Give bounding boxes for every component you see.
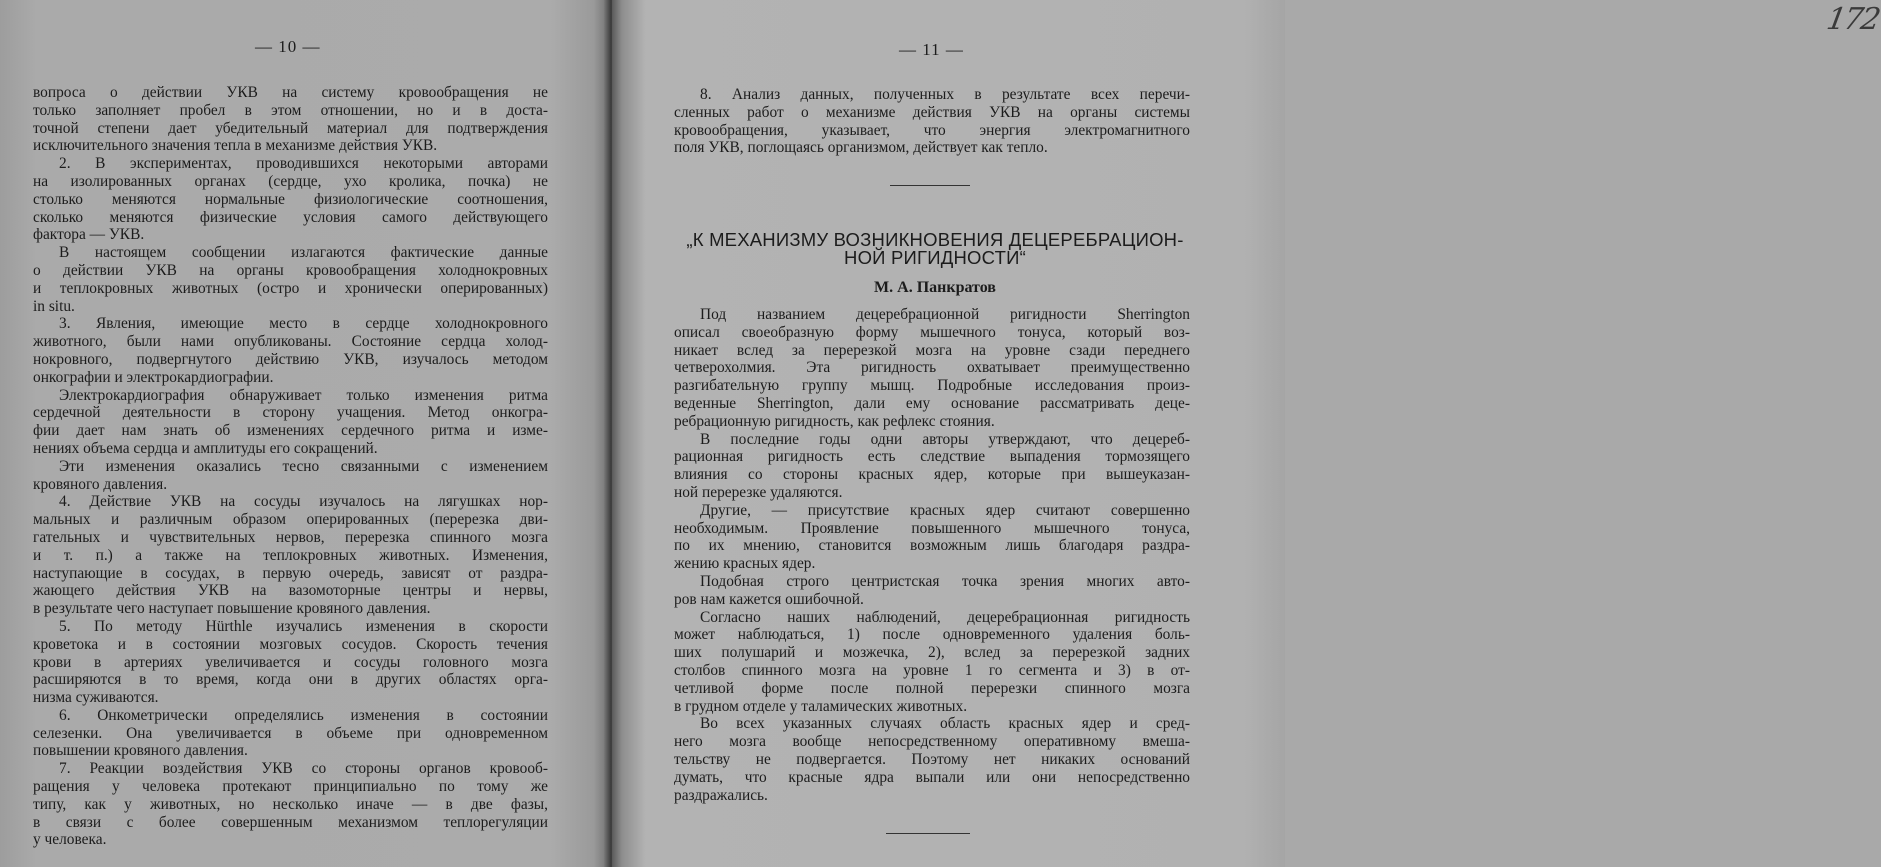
text-line: мальных и различным образом оперированных (перерезка дви- xyxy=(33,511,548,529)
paragraph xyxy=(674,306,1190,431)
text-line: наступающие в сосудах, в первую очередь, зависят от раздра- xyxy=(33,564,548,582)
article-title-line: НОЙ РИГИДНОСТИ“ xyxy=(844,247,1026,268)
text-line: гательных и чувствительных нервов, перерезка спинного мозга xyxy=(33,528,548,546)
text-line: жающего действия УКВ на вазомоторные центры и нервы, xyxy=(33,582,548,600)
paragraph xyxy=(33,493,548,618)
text-line: ших полушарий и мозжечка, 2), вслед за перерезкой задних xyxy=(674,644,1190,662)
text-line: тельству не подвергается. Поэтому нет никаких оснований xyxy=(674,750,1190,768)
text-line: по их мнению, становится возможным лишь благодаря раздра- xyxy=(674,537,1190,555)
article-title xyxy=(670,231,1200,267)
text-line: кроветока и в состоянии мозговых сосудов. Скорость течения xyxy=(33,635,548,653)
text-line: у человека. xyxy=(33,831,107,849)
text-line: 2. В экспериментах, проводившихся некоторыми авторами xyxy=(59,155,548,173)
text-line: может наблюдаться, 1) после одновременного удаления боль- xyxy=(674,626,1190,644)
text-line: ной перерезке удаляются. xyxy=(674,483,843,501)
text-line: в результате чего наступает повышение кровяного давления. xyxy=(33,600,431,618)
text-line: столбов спинного мозга на уровне 1 го сегмента и 3) в от- xyxy=(674,661,1190,679)
text-line: Другие, — присутствие красных ядер считают совершенно xyxy=(700,501,1190,519)
handwritten-archive-number: 172 xyxy=(1823,2,1881,37)
text-line: сленных работ о механизме действия УКВ на органы системы xyxy=(674,103,1190,121)
article-title-line: „К МЕХАНИЗМУ ВОЗНИКНОВЕНИЯ ДЕЦЕРЕБРАЦИОН- xyxy=(686,229,1184,250)
text-line: сердечной деятельности в сторону учащения. Метод онкогра- xyxy=(33,404,548,422)
paragraph xyxy=(33,155,548,244)
text-line: Под названием децеребрационной ригидности Sherrington xyxy=(700,306,1190,323)
text-line: в связи с более совершенным механизмом теплорегуляции xyxy=(33,813,548,831)
text-line: 5. По методу Hürthle изучались изменения в скорости xyxy=(59,617,548,635)
text-line: веденные Sherrington, дали ему основание рассматривать деце- xyxy=(674,394,1190,412)
text-line: ров нам кажется ошибочной. xyxy=(674,590,864,608)
text-line: о действии УКВ на органы кровообращения холоднокровных xyxy=(33,261,548,279)
paragraph xyxy=(674,609,1190,716)
left-page xyxy=(0,0,612,867)
end-divider xyxy=(886,833,970,834)
text-line: кровообращения, указывает, что энергия электромагнитного xyxy=(674,121,1190,139)
text-line: крови в артериях увеличивается и сосуды головного мозга xyxy=(33,653,548,671)
paragraph xyxy=(33,315,548,386)
text-line: В настоящем сообщении излагаются фактические данные xyxy=(59,244,548,262)
text-line: ребрационную ригидность, как рефлекс стояния. xyxy=(674,412,995,430)
text-line: Во всех указанных случаях область красных ядер и сред- xyxy=(700,715,1190,733)
text-line: ращения у человека протекают принципиально по тому же xyxy=(33,778,548,796)
text-line: четливой форме после полной перерезки спинного мозга xyxy=(674,679,1190,697)
text-line: раздражались. xyxy=(674,786,768,804)
text-line: Эти изменения оказались тесно связанными с изменением xyxy=(59,457,548,475)
text-line: расширяются в то время, когда они в других областях орга- xyxy=(33,671,548,689)
paragraph xyxy=(674,573,1190,609)
text-line: нокровного, подвергнутого действию УКВ, изучалось методом xyxy=(33,350,548,368)
section-divider xyxy=(890,185,970,186)
text-line: типу, как у животных, но несколько иначе — в две фазы, xyxy=(33,795,548,813)
paragraph xyxy=(33,618,548,707)
paragraph xyxy=(674,502,1190,573)
paragraph xyxy=(33,760,548,849)
text-line: него мозга вообще непосредственному оперативному вмеша- xyxy=(674,733,1190,751)
text-line: на изолированных органах (сердце, ухо кролика, почка) не xyxy=(33,172,548,190)
text-line: столько меняются нормальные физиологические соотношения, xyxy=(33,190,548,208)
text-line: жению красных ядер. xyxy=(674,555,816,573)
text-line: влияния со стороны красных ядер, которые при вышеуказан- xyxy=(674,466,1190,484)
text-line: Согласно наших наблюдений, децеребрационная ригидность xyxy=(700,608,1190,626)
text-line: фактора — УКВ. xyxy=(33,226,145,244)
text-line: исключительного значения тепла в механизме действия УКВ. xyxy=(33,137,438,155)
text-line: 7. Реакции воздействия УКВ со стороны органов кровооб- xyxy=(59,760,548,778)
text-line: рационная ригидность есть следствие выпадения тормозящего xyxy=(674,448,1190,466)
text-line: фии дает нам знать об изменениях сердечного ритма и изме- xyxy=(33,422,548,440)
text-line: онкографии и электрокардиографии. xyxy=(33,368,274,386)
paragraph xyxy=(33,84,548,155)
paragraph xyxy=(674,431,1190,502)
text-line: никает вслед за перерезкой мозга на уровне сзади переднего xyxy=(674,341,1190,359)
page-number: — 10 — xyxy=(255,37,321,56)
text-line: четверохолмия. Эта ригидность охватывает преимущественно xyxy=(674,359,1190,377)
left-page-body xyxy=(33,84,548,849)
article-author: М. А. Панкратов xyxy=(874,279,996,296)
paragraph xyxy=(33,458,548,494)
text-line: 4. Действие УКВ на сосуды изучалось на лягушках нор- xyxy=(59,493,548,511)
right-page-intro xyxy=(674,86,1190,157)
paragraph xyxy=(33,244,548,315)
right-page-body xyxy=(674,306,1190,804)
text-line: вопроса о действии УКВ на систему кровообращения не xyxy=(33,84,548,101)
paragraph xyxy=(674,715,1190,804)
text-line: поля УКВ, поглощаясь организмом, действует как тепло. xyxy=(674,139,1048,157)
text-line: 3. Явления, имеющие место в сердце холоднокровного xyxy=(59,315,548,333)
paragraph xyxy=(33,387,548,458)
text-line: селезенки. Она увеличивается в объеме при одновременном xyxy=(33,724,548,742)
text-line: и теплокровных животных (остро и хронически оперированных) xyxy=(33,279,548,297)
text-line: сколько меняются физические условия самого действующего xyxy=(33,208,548,226)
text-line: 6. Онкометрически определялись изменения в состоянии xyxy=(59,706,548,724)
text-line: точной степени дает убедительный материал для подтверждения xyxy=(33,119,548,137)
text-line: Электрокардиография обнаруживает только изменения ритма xyxy=(59,386,548,404)
text-line: только заполняет пробел в этом отношении, но и в доста- xyxy=(33,101,548,119)
text-line: и т. п.) а также на теплокровных животных. Изменения, xyxy=(33,546,548,564)
text-line: животного, были нами опубликованы. Состояние сердца холод- xyxy=(33,333,548,351)
text-line: В последние годы одни авторы утверждают, что децереб- xyxy=(700,430,1190,448)
text-line: в грудном отделе у таламических животных. xyxy=(674,697,968,715)
text-line: разгибательную группу мышц. Подробные исследования произ- xyxy=(674,377,1190,395)
text-line: описал своеобразную форму мышечного тонуса, который воз- xyxy=(674,323,1190,341)
text-line: кровяного давления. xyxy=(33,475,168,493)
text-line: необходимым. Проявление повышенного мышечного тонуса, xyxy=(674,519,1190,537)
text-line: думать, что красные ядра выпали или они непосредственно xyxy=(674,768,1190,786)
paragraph xyxy=(33,707,548,760)
text-line: нениях объема сердца и амплитуды его сокращений. xyxy=(33,439,378,457)
page-number: — 11 — xyxy=(899,40,964,59)
text-line: in situ. xyxy=(33,297,75,315)
text-line: 8. Анализ данных, полученных в результате всех перечи- xyxy=(700,86,1190,103)
text-line: Подобная строго центристская точка зрения многих авто- xyxy=(700,572,1190,590)
text-line: низма суживаются. xyxy=(33,689,159,707)
text-line: повышении кровяного давления. xyxy=(33,742,248,760)
paragraph xyxy=(674,86,1190,157)
